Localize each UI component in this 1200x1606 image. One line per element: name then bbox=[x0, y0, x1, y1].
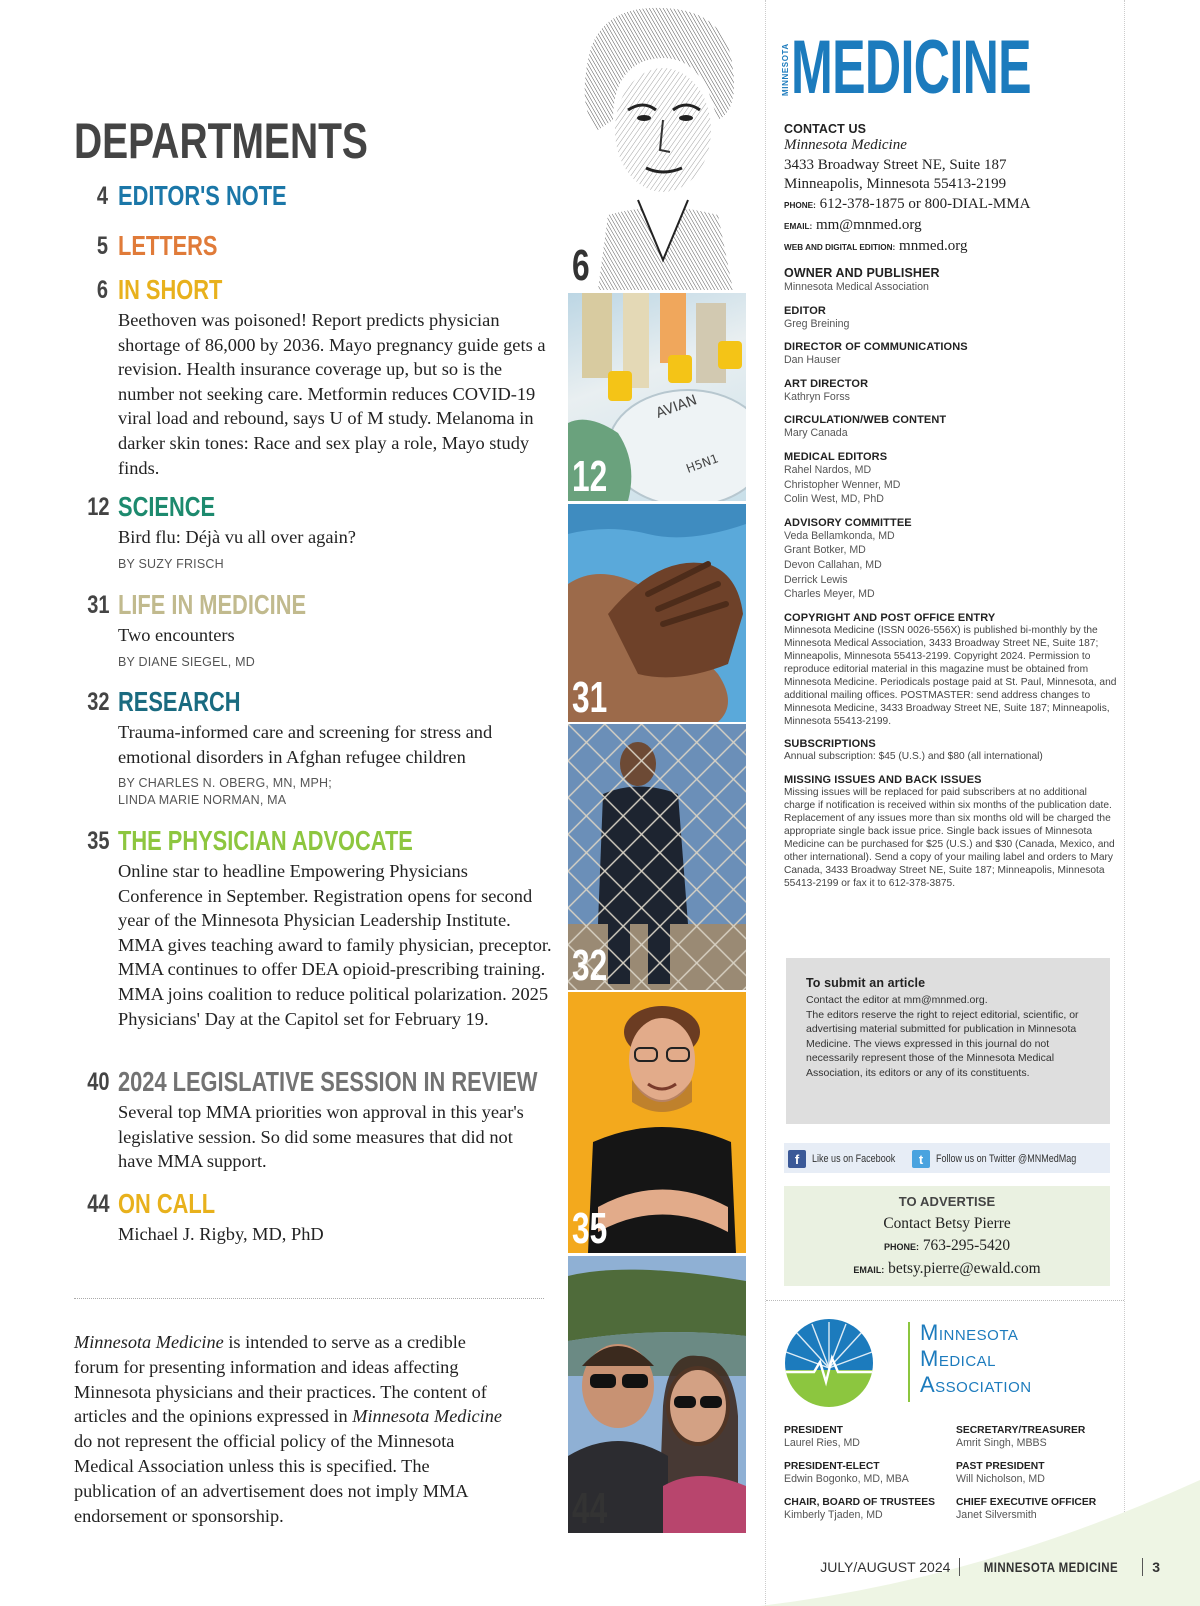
submit-text: The editors reserve the right to reject editorial, scientific, or advertising material submitted for publication in Minnesota Medicine. The views expressed in this journal do not necessarily represent those of the Minnesota Medical Association, its editors or any of its constituents. bbox=[806, 1008, 1079, 1079]
mma-wordmark-line: Medical bbox=[920, 1346, 997, 1371]
divider bbox=[766, 1300, 1124, 1301]
photo-avian-flu[interactable] bbox=[568, 293, 746, 501]
toc-byline: BY CHARLES N. OBERG, MN, MPH; LINDA MARIE NORMAN, MA bbox=[118, 776, 332, 808]
toc-page-number: 44 bbox=[87, 1190, 110, 1218]
contact-block bbox=[784, 122, 1114, 257]
officer-name: Edwin Bogonko, MD, MBA bbox=[784, 1473, 909, 1485]
mma-wordmark-line: Association bbox=[920, 1372, 1032, 1397]
toc-entry[interactable] bbox=[82, 1066, 552, 1174]
toc-entry[interactable] bbox=[82, 491, 552, 573]
logo-wordmark: MEDICINE bbox=[791, 25, 1031, 110]
officer-role: PAST PRESIDENT bbox=[956, 1461, 1045, 1472]
staff-name: Veda Bellamkonda, MD bbox=[784, 529, 895, 542]
contact-address-line: Minneapolis, Minnesota 55413-2199 bbox=[784, 176, 1007, 193]
officer-role: CHIEF EXECUTIVE OFFICER bbox=[956, 1497, 1097, 1508]
toc-page-number: 6 bbox=[96, 276, 108, 304]
officer-name: Will Nicholson, MD bbox=[956, 1473, 1045, 1485]
staff-role: ADVISORY COMMITTEE bbox=[784, 516, 912, 529]
staff-name: Dan Hauser bbox=[784, 354, 841, 367]
facebook-link[interactable] bbox=[788, 1150, 914, 1168]
photo-page-number: 32 bbox=[572, 941, 608, 990]
toc-entry[interactable] bbox=[82, 274, 552, 480]
toc-entry[interactable] bbox=[82, 230, 552, 264]
advertise-box bbox=[784, 1186, 1110, 1286]
toc-description: Michael J. Rigby, MD, PhD bbox=[118, 1224, 324, 1244]
toc-entry[interactable] bbox=[82, 825, 552, 1031]
staff-role: OWNER AND PUBLISHER bbox=[784, 266, 940, 280]
photo-beethoven[interactable] bbox=[568, 0, 746, 290]
toc-description: Trauma-informed care and screening for stress and emotional disorders in Afghan refugee children bbox=[118, 722, 493, 767]
footer-issue-date: JULY/AUGUST 2024 bbox=[820, 1559, 951, 1575]
officer-name: Janet Silversmith bbox=[956, 1509, 1037, 1521]
staff-name: Grant Botker, MD bbox=[784, 544, 866, 557]
contact-name: Minnesota Medicine bbox=[784, 137, 907, 153]
web-label: WEB AND DIGITAL EDITION: bbox=[784, 242, 896, 252]
toc-section-label[interactable]: EDITOR'S NOTE bbox=[118, 180, 287, 211]
phone-label: PHONE: bbox=[883, 1242, 919, 1252]
photo-page-number: 35 bbox=[572, 1204, 608, 1253]
mma-emblem-icon bbox=[784, 1318, 874, 1408]
decorative-swoosh bbox=[760, 1480, 1200, 1606]
officer-role: PRESIDENT-ELECT bbox=[784, 1461, 880, 1472]
toc-section-label[interactable]: THE PHYSICIAN ADVOCATE bbox=[118, 825, 413, 856]
staff-name: Colin West, MD, PhD bbox=[784, 493, 884, 506]
photo-page-number: 12 bbox=[572, 452, 608, 501]
photo-page-number: 44 bbox=[572, 1484, 608, 1533]
copyright-heading: COPYRIGHT AND POST OFFICE ENTRY bbox=[784, 611, 996, 624]
officer-role: PRESIDENT bbox=[784, 1425, 843, 1436]
submit-heading: To submit an article bbox=[806, 976, 926, 990]
footer-separator bbox=[959, 1558, 960, 1576]
missing-issues-heading: MISSING ISSUES AND BACK ISSUES bbox=[784, 773, 982, 786]
toc-section-label[interactable]: LIFE IN MEDICINE bbox=[118, 589, 307, 620]
beethoven-engraving-image bbox=[568, 0, 746, 290]
officer bbox=[956, 1425, 1126, 1450]
contact-email-link[interactable]: mm@mnmed.org bbox=[815, 216, 922, 233]
toc-page-number: 31 bbox=[87, 591, 110, 619]
toc-section-label[interactable]: IN SHORT bbox=[118, 274, 223, 305]
email-label: EMAIL: bbox=[853, 1265, 885, 1275]
officer-name: Laurel Ries, MD bbox=[784, 1437, 860, 1449]
toc-description: Beethoven was poisoned! Report predicts physician shortage of 86,000 by 2036. Mayo pregnancy guide gets a revision. Health insurance coverage up, but so is the number not seeking care. Metformin reduces COVID-19 viral load and rebound, says U of M study. Melanoma in darker skin tones: Race and sex play a role, Mayo study finds. bbox=[118, 310, 546, 478]
copyright-text: Minnesota Medicine (ISSN 0026-556X) is published bi-monthly by the Minnesota Medical Association, 3433 Broadway Street NE, Suite 187; Minneapolis, Minnesota 55413-2199. Copyright 2024. Permission to reproduce editorial material in this magazine must be obtained from Minnesota Medicine. Periodicals postage paid at St. Paul, Minnesota, and additional mailing offices. POSTMASTER: send address changes to Minnesota Medicine, 3433 Broadway Street NE, Suite 187; Minneapolis, Minnesota 55413-2199. bbox=[784, 624, 1117, 728]
staff-name: Rahel Nardos, MD bbox=[784, 463, 872, 476]
contact-phone[interactable]: 612-378-1875 or 800-DIAL-MMA bbox=[819, 196, 1031, 213]
officer-role: SECRETARY/TREASURER bbox=[956, 1425, 1086, 1436]
footer-page-number: 3 bbox=[1152, 1559, 1160, 1575]
staff-list bbox=[784, 266, 1118, 900]
toc-section-label[interactable]: ON CALL bbox=[118, 1188, 216, 1219]
subscriptions-text: Annual subscription: $45 (U.S.) and $80 (all international) bbox=[784, 751, 1043, 763]
social-bar bbox=[784, 1143, 1110, 1173]
toc-description: Two encounters bbox=[118, 625, 235, 645]
facebook-icon: f bbox=[788, 1150, 806, 1168]
toc-page-number: 12 bbox=[87, 493, 110, 521]
photo-hands[interactable] bbox=[568, 504, 746, 722]
staff-name: Mary Canada bbox=[784, 427, 848, 440]
staff-role: CIRCULATION/WEB CONTENT bbox=[784, 414, 947, 427]
staff-role: EDITOR bbox=[784, 304, 826, 317]
disclaimer-text: do not represent the official policy of the Minnesota Medical Association unless this is specified. The publication of an advertisement does not imply MMA endorsement or sponsorship. bbox=[74, 1431, 468, 1526]
toc-section-label[interactable]: LETTERS bbox=[118, 230, 218, 261]
twitter-link[interactable] bbox=[912, 1150, 1107, 1168]
staff-role: DIRECTOR OF COMMUNICATIONS bbox=[784, 341, 968, 354]
staff-name: Kathryn Forss bbox=[784, 390, 850, 403]
toc-byline: BY DIANE SIEGEL, MD bbox=[118, 654, 255, 669]
twitter-text: Follow us on Twitter @MNMedMag bbox=[936, 1153, 1077, 1165]
toc-page-number: 35 bbox=[87, 827, 110, 855]
phone-label: PHONE: bbox=[784, 201, 816, 211]
advertise-phone[interactable]: 763-295-5420 bbox=[922, 1237, 1011, 1254]
facebook-text: Like us on Facebook bbox=[812, 1153, 896, 1165]
photo-physician[interactable] bbox=[568, 992, 746, 1253]
publication-name: Minnesota Medicine bbox=[74, 1332, 224, 1352]
departments-title: DEPARTMENTS bbox=[74, 113, 368, 169]
photo-strip bbox=[568, 0, 746, 1533]
advertise-contact: Contact Betsy Pierre bbox=[883, 1215, 1011, 1232]
publication-name: Minnesota Medicine bbox=[352, 1406, 502, 1427]
toc-entry[interactable] bbox=[82, 180, 552, 214]
twitter-icon: t bbox=[912, 1150, 930, 1168]
footer-separator bbox=[1142, 1558, 1143, 1576]
toc-description: Online star to headline Empowering Physicians Conference in September. Registration opens for second year of the Minnesota Physician Leadership Institute. MMA gives teaching award to family physician, preceptor. MMA continues to offer DEA opioid-prescribing training. MMA joins coalition to reduce political polarization. 2025 Physicians' Day at the Capitol set for February 19. bbox=[118, 861, 552, 1029]
staff-name: Devon Callahan, MD bbox=[784, 558, 882, 571]
staff-role: MEDICAL EDITORS bbox=[784, 450, 888, 463]
officer bbox=[784, 1425, 954, 1450]
subscriptions-heading: SUBSCRIPTIONS bbox=[784, 738, 876, 751]
toc-entry[interactable] bbox=[82, 589, 552, 671]
mma-logo[interactable] bbox=[784, 1318, 1124, 1418]
contact-web-link[interactable]: mnmed.org bbox=[899, 237, 968, 254]
masthead-column bbox=[765, 0, 1125, 1606]
submit-article-box bbox=[786, 958, 1110, 1124]
photo-refugee-child[interactable] bbox=[568, 724, 746, 990]
missing-issues-text: Missing issues will be replaced for paid subscribers at no additional charge if notification is received within six months of the publication date. Replacement of any issues more than six months old will be charged the appropriate single back issue price. Single back issues of Minnesota Medicine can be purchased for $25 (U.S.) and $30 (Canada, Mexico, and other international). Send a copy of your mailing label and orders to Mary Canada, 3433 Broadway Street NE, Suite 187; Minneapolis, Minnesota 55413-2199 or fax it to 612-378-3875. bbox=[784, 786, 1115, 890]
toc-page-number: 32 bbox=[87, 688, 110, 716]
email-label: EMAIL: bbox=[784, 221, 813, 231]
contact-address-line: 3433 Broadway Street NE, Suite 187 bbox=[784, 156, 1007, 173]
staff-name: Greg Breining bbox=[784, 317, 850, 330]
toc-page-number: 40 bbox=[87, 1068, 110, 1096]
officer-name: Amrit Singh, MBBS bbox=[956, 1437, 1047, 1449]
submit-contact-line: Contact the editor at mm@mnmed.org. bbox=[806, 994, 988, 1006]
photo-page-number: 6 bbox=[572, 241, 590, 290]
photo-page-number: 31 bbox=[572, 673, 608, 722]
mma-logo-divider bbox=[908, 1322, 910, 1402]
staff-name: Charles Meyer, MD bbox=[784, 588, 875, 601]
toc-section-label[interactable]: RESEARCH bbox=[118, 686, 241, 717]
page-footer bbox=[820, 1558, 1160, 1576]
officer-name: Kimberly Tjaden, MD bbox=[784, 1509, 883, 1521]
advertise-heading: TO ADVERTISE bbox=[898, 1194, 996, 1209]
footer-publication: MINNESOTA MEDICINE bbox=[984, 1559, 1119, 1575]
toc-section-label[interactable]: SCIENCE bbox=[118, 491, 216, 522]
mma-wordmark-line: Minnesota bbox=[920, 1320, 1019, 1345]
toc-page-number: 5 bbox=[96, 232, 108, 260]
staff-name: Derrick Lewis bbox=[784, 573, 848, 586]
disclaimer-text: is intended to serve as a credible forum for presenting information and ideas affecting Minnesota physicians and their practices. The content of articles and the opinions expressed in bbox=[74, 1332, 487, 1427]
officer-role: CHAIR, BOARD OF TRUSTEES bbox=[784, 1497, 936, 1508]
staff-name: Christopher Wenner, MD bbox=[784, 478, 901, 491]
logo-state-text: MINNESOTA bbox=[781, 43, 790, 96]
svg-text:H5N1: H5N1 bbox=[684, 451, 721, 476]
divider bbox=[74, 1298, 544, 1299]
toc-section-label[interactable]: 2024 LEGISLATIVE SESSION IN REVIEW bbox=[118, 1066, 538, 1097]
contact-heading: CONTACT US bbox=[784, 122, 867, 136]
svg-text:AVIAN: AVIAN bbox=[653, 392, 700, 422]
mma-wordmark bbox=[920, 1320, 1032, 1398]
disclaimer bbox=[74, 1330, 514, 1528]
photo-couple[interactable] bbox=[568, 1256, 746, 1533]
toc-description: Several top MMA priorities won approval in this year's legislative session. So did some measures that did not have MMA support. bbox=[118, 1102, 524, 1172]
toc-description: Bird flu: Déjà vu all over again? bbox=[118, 527, 356, 547]
advertise-email-link[interactable]: betsy.pierre@ewald.com bbox=[888, 1260, 1041, 1277]
toc-page-number: 4 bbox=[96, 182, 108, 210]
toc-byline: BY SUZY FRISCH bbox=[118, 556, 224, 571]
staff-role: ART DIRECTOR bbox=[784, 377, 869, 390]
staff-name: Minnesota Medical Association bbox=[784, 281, 929, 293]
toc-entry[interactable] bbox=[82, 1188, 552, 1247]
toc-entry[interactable] bbox=[82, 686, 552, 809]
